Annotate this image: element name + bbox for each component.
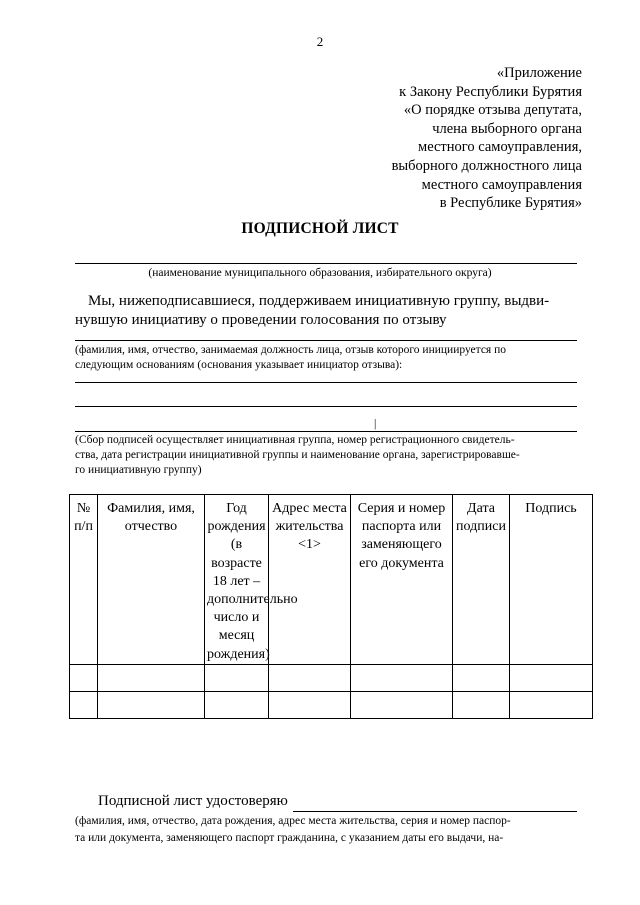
collection-caption-line-1: (Сбор подписей осуществляет инициативная группа, номер регистрационного свидетель- [75, 434, 515, 446]
appendix-line: местного самоуправления, [418, 139, 582, 156]
table-header-row [70, 495, 593, 665]
reasons-blank-line-1 [75, 382, 577, 383]
table-cell[interactable] [70, 691, 98, 718]
table-cell[interactable] [205, 664, 269, 691]
collection-caption-line-3: го инициативную группу) [75, 464, 202, 476]
appendix-line: в Республике Бурятия» [439, 195, 582, 212]
group-blank-line [75, 431, 577, 432]
column-header-signature: Подпись [510, 495, 593, 665]
table-cell[interactable] [98, 691, 205, 718]
column-header-address: Адрес места жительства <1> [269, 495, 351, 665]
appendix-line: к Закону Республики Бурятия [399, 83, 582, 100]
intro-line-1: Мы, нижеподписавшиеся, поддерживаем инициативную группу, выдви- [88, 293, 550, 309]
column-header-date: Дата подписи [453, 495, 510, 665]
column-header-birth-year: Год рождения (в возрасте 18 лет – дополнительно число и месяц рождения) [205, 495, 269, 665]
footer-caption-line-1: (фамилия, имя, отчество, дата рождения, адрес места жительства, серия и номер паспор- [75, 815, 511, 827]
person-caption-line-1: (фамилия, имя, отчество, занимаемая должность лица, отзыв которого инициируется по [75, 344, 506, 356]
table-row [70, 664, 593, 691]
table-row [70, 691, 593, 718]
stray-mark: | [374, 418, 377, 430]
reasons-blank-line-2 [75, 406, 577, 407]
collection-caption-line-2: ства, дата регистрации инициативной группы и наименование органа, зарегистрировавше- [75, 449, 520, 461]
column-header-number: № п/п [70, 495, 98, 665]
municipality-caption: (наименование муниципального образования, избирательного округа) [148, 267, 492, 279]
table-cell[interactable] [453, 664, 510, 691]
person-caption-line-2: следующим основаниям (основания указывает инициатор отзыва): [75, 359, 403, 371]
page-number: 2 [316, 34, 324, 49]
table-cell[interactable] [269, 664, 351, 691]
table-cell[interactable] [351, 664, 453, 691]
table-cell[interactable] [205, 691, 269, 718]
intro-line-2: нувшую инициативу о проведении голосования по отзыву [75, 312, 447, 328]
person-blank-line [75, 340, 577, 341]
table-cell[interactable] [351, 691, 453, 718]
table-cell[interactable] [453, 691, 510, 718]
appendix-line: «О порядке отзыва депутата, [403, 102, 582, 119]
signature-table [69, 494, 593, 719]
table-cell[interactable] [510, 691, 593, 718]
appendix-line: члена выборного органа [432, 120, 582, 137]
appendix-header [392, 64, 582, 213]
table-cell[interactable] [510, 664, 593, 691]
certify-label: Подписной лист удостоверяю [98, 793, 288, 809]
appendix-line: выборного должностного лица [391, 157, 582, 174]
footer-caption-line-2: та или документа, заменяющего паспорт гражданина, с указанием даты его выдачи, на- [75, 832, 504, 844]
municipality-blank-line [75, 263, 577, 264]
table-cell[interactable] [70, 664, 98, 691]
column-header-full-name: Фамилия, имя, отчество [98, 495, 205, 665]
appendix-line: «Приложение [496, 65, 582, 81]
certify-blank-line [293, 811, 577, 812]
table-cell[interactable] [98, 664, 205, 691]
appendix-line: местного самоуправления [421, 176, 582, 193]
table-cell[interactable] [269, 691, 351, 718]
column-header-passport: Серия и номер паспорта или заменяющего его документа [351, 495, 453, 665]
document-title: ПОДПИСНОЙ ЛИСТ [241, 220, 399, 237]
